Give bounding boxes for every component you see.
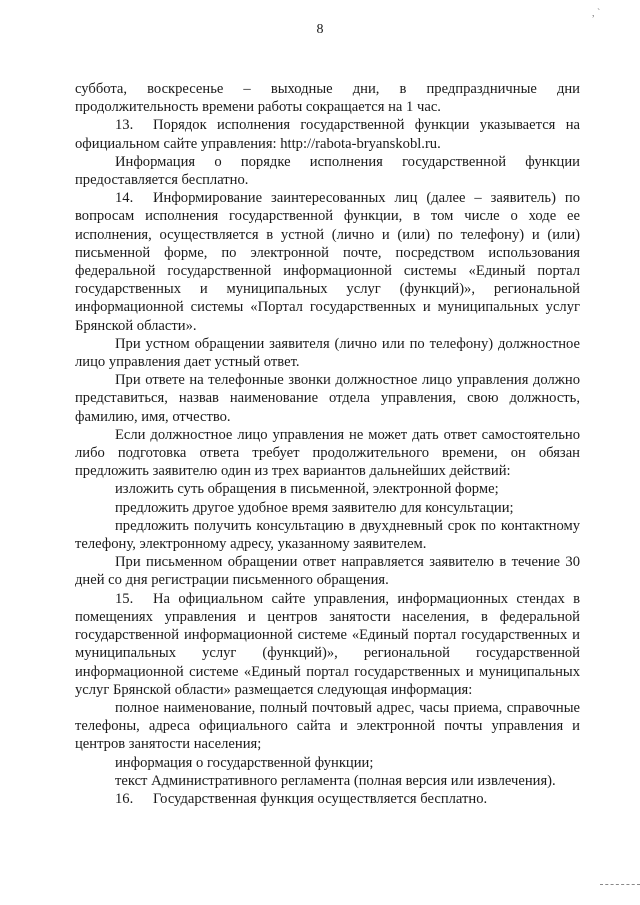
list-item: информация о государственной функции;	[115, 754, 374, 771]
paragraph-13: 13. Порядок исполнения государственной функции указывается на официальном сайте управления: http://rabota-bryanskobl.ru.	[75, 117, 580, 152]
paragraph-16: 16. Государственная функция осуществляется бесплатно.	[115, 790, 488, 807]
paragraph: суббота, воскресенье – выходные дни, в предпраздничные дни продолжительность времени работы сокращается на 1 час.	[75, 81, 580, 116]
scan-bottom-rule	[600, 884, 640, 885]
list-item: текст Административного регламента (полная версия или извлечения).	[115, 772, 556, 789]
document-body	[75, 80, 580, 808]
paragraph: Информация о порядке исполнения государственной функции предоставляется бесплатно.	[75, 153, 580, 189]
clause-number: 14.	[115, 190, 134, 207]
list-item: полное наименование, полный почтовый адрес, часы приема, справочные телефоны, адреса официального сайта и электронной почты управления и центров занятости населения;	[75, 699, 580, 753]
list-item: изложить суть обращения в письменной, электронной форме;	[115, 481, 499, 498]
scan-edge-mark: , `	[592, 8, 601, 19]
paragraph: При ответе на телефонные звонки должностное лицо управления должно представиться, назвав наименование отдела управления, свою должность, фамилию, имя, отчество.	[75, 372, 580, 425]
page-number: 8	[316, 22, 324, 37]
clause-number: 16.	[115, 790, 134, 807]
paragraph-14: 14. Информирование заинтересованных лиц (далее – заявитель) по вопросам исполнения государственной функции, в том числе о ходе ее исполнения, осуществляется в устной (лично и (или) по телефону) и (или) письменной форме, по электронной почте, посредством использования федеральной государственной информационной системы «Единый портал государственных и муниципальных услуг (функций)», региональной информационной системы «Портал государственных и муниципальных услуг Брянской области».	[75, 190, 580, 334]
paragraph: При устном обращении заявителя (лично или по телефону) должностное лицо управления дает устный ответ.	[75, 335, 580, 371]
clause-number: 15.	[115, 590, 134, 607]
list-item: предложить получить консультацию в двухдневный срок по контактному телефону, электронному адресу, указанному заявителем.	[75, 517, 580, 553]
clause-number: 13.	[115, 117, 134, 134]
paragraph-15: 15. На официальном сайте управления, информационных стендах в помещениях управления и центров занятости населения, в федеральной государственной информационной системе «Единый портал государственных и муниципальных услуг (функций)», региональной государственной информационной системе «Единый портал государственных и муниципальных услуг Брянской области» размещается следующая информация:	[75, 590, 580, 698]
list-item: предложить другое удобное время заявителю для консультации;	[115, 499, 514, 516]
paragraph: При письменном обращении ответ направляется заявителю в течение 30 дней со дня регистрации письменного обращения.	[75, 554, 580, 589]
paragraph: Если должностное лицо управления не может дать ответ самостоятельно либо подготовка ответа требует продолжительного времени, он обязан предложить заявителю один из трех вариантов дальнейших действий:	[75, 426, 580, 480]
